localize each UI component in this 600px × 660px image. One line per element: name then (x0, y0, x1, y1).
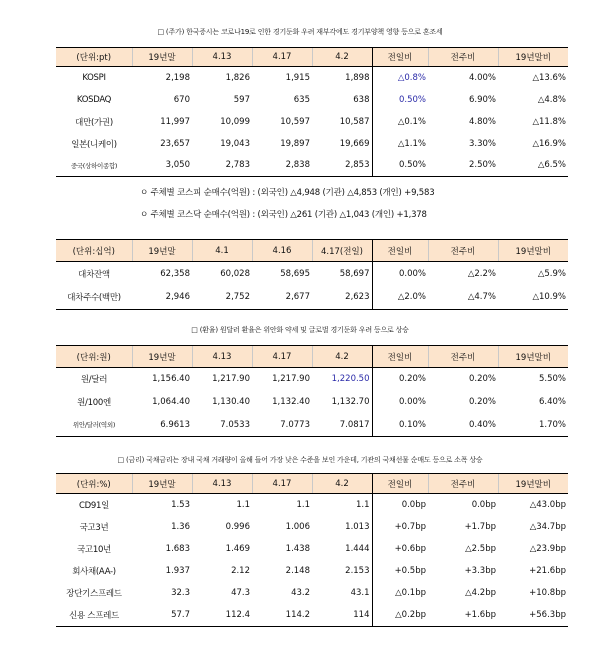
column-header: 19년말비 (498, 474, 568, 494)
table-cell: 57.7 (132, 604, 192, 626)
table-cell: 1.937 (165, 566, 190, 577)
column-header: 4.2 (312, 346, 372, 368)
table-cell: 10,099 (220, 116, 250, 127)
table-cell: △23.9bp (529, 543, 566, 554)
lending-table (56, 239, 568, 310)
table-cell: △16.9% (532, 138, 566, 149)
column-header: 19년말 (132, 240, 192, 262)
row-label: 중국(상하이종합) (56, 155, 132, 177)
fx-table (56, 345, 568, 437)
column-header: 4.17(전일) (312, 240, 372, 262)
table-cell: 1,132.40 (272, 397, 310, 407)
kosdaq-net-buy-note: ㅇ 주체별 코스닥 순매수(억원) : (외국인) △261 (기관) △1,043 (개인) +1,378 (140, 210, 427, 220)
table-cell: 1.469 (225, 543, 250, 554)
table-cell: 0.20% (372, 368, 428, 391)
row-label: KOSPI (82, 72, 106, 83)
table-cell: 1,156.40 (152, 374, 190, 385)
table-cell: 4.80% (468, 116, 496, 127)
column-header: 전일비 (372, 474, 428, 494)
table-row (56, 262, 568, 286)
table-cell: △4.7% (428, 286, 498, 310)
table-cell: 1,915 (285, 72, 310, 83)
table-cell: 2.153 (345, 566, 370, 577)
table-cell: 58,697 (339, 268, 370, 279)
table-cell: 0.0bp (471, 499, 496, 510)
table-cell: 114 (312, 604, 372, 626)
table-row (56, 67, 568, 89)
table-cell: 11,997 (160, 116, 190, 127)
row-label: 원/달러 (80, 375, 108, 386)
column-header: 전주비 (428, 240, 498, 262)
table-cell: 638 (353, 94, 370, 105)
table-row (56, 391, 568, 414)
table-cell: △1.1% (372, 133, 428, 155)
table-cell: 19,897 (280, 138, 310, 149)
table-cell: 0.00% (372, 391, 428, 414)
column-header: (단위:십억) (56, 240, 132, 262)
table-cell: △2.5bp (465, 543, 496, 554)
table-cell: +1.7bp (464, 521, 496, 532)
stocks-title: □ (주가) 한국증시는 코로나19로 인한 경기둔화 우려 재부각에도 경기부양책 영향 등으로 혼조세 (157, 28, 443, 36)
column-header: 전주비 (428, 346, 498, 368)
table-cell: 6.9613 (132, 414, 192, 437)
table-cell: +1.6bp (428, 604, 498, 626)
column-header: 4.16 (252, 240, 312, 262)
row-label: 국고3년 (79, 522, 109, 533)
row-label: 위안/달러(역외) (56, 414, 132, 437)
table-cell: △10.9% (498, 286, 568, 310)
table-row (56, 111, 568, 133)
table-cell: 1.70% (498, 414, 568, 437)
table-cell: 114.2 (252, 604, 312, 626)
table-cell: +3.3bp (464, 566, 496, 577)
header-row (56, 474, 568, 494)
table-cell: 4.00% (468, 72, 496, 83)
table-cell: 1,220.50 (331, 374, 370, 385)
row-label: 장단기스프레드 (66, 589, 122, 600)
table-cell: 10,587 (339, 116, 370, 127)
table-cell: 1.683 (165, 543, 190, 554)
header-row (56, 48, 568, 67)
table-cell: 19,043 (220, 138, 250, 149)
column-header: 전일비 (372, 48, 428, 67)
table-cell: 2.50% (428, 155, 498, 177)
column-header: 전주비 (428, 48, 498, 67)
table-cell: 1.1 (296, 499, 310, 510)
table-cell: 1.1 (355, 499, 370, 510)
row-label: 일본(니케이) (71, 139, 117, 150)
column-header: 4.17 (252, 346, 312, 368)
column-header: (단위:원) (56, 346, 132, 368)
table-cell: △0.1bp (372, 582, 428, 604)
table-cell: 43.1 (350, 588, 370, 599)
table-cell: 2,946 (132, 286, 192, 310)
table-cell: 1,130.40 (212, 397, 250, 407)
table-cell: 0.20% (468, 397, 496, 407)
table-cell: 43.2 (291, 588, 310, 599)
table-row (56, 286, 568, 310)
table-row (56, 368, 568, 391)
kospi-net-buy-note: ㅇ 주체별 코스피 순매수(억원) : (외국인) △4,948 (기관) △4,853 (개인) +9,583 (140, 188, 435, 198)
table-cell: 3,050 (132, 155, 192, 177)
table-row (56, 155, 568, 177)
table-cell: 1,826 (225, 72, 250, 83)
table-cell: 1,132.70 (331, 397, 370, 407)
row-label: 대차주수(백만) (56, 286, 132, 310)
table-cell: 1,064.40 (152, 397, 190, 407)
table-cell: △11.8% (532, 116, 566, 127)
table-cell: 2,198 (165, 72, 190, 83)
table-cell: 32.3 (171, 588, 190, 599)
row-label: 원/100엔 (77, 398, 111, 408)
column-header: (단위:%) (56, 474, 132, 494)
table-cell: 1,217.90 (272, 374, 310, 385)
table-cell: 3.30% (468, 138, 496, 149)
row-label: 대차잔액 (78, 269, 110, 280)
table-cell: 7.0817 (312, 414, 372, 437)
table-row (56, 582, 568, 604)
table-cell: 1.53 (171, 499, 190, 510)
table-cell: 6.90% (468, 94, 496, 105)
table-cell: 0.00% (372, 262, 428, 286)
table-cell: 1.013 (345, 521, 370, 532)
column-header: 19년말비 (498, 346, 568, 368)
table-cell: +0.5bp (372, 560, 428, 582)
column-header: 4.17 (252, 474, 312, 494)
table-row (56, 604, 568, 626)
row-label: KOSDAQ (76, 94, 112, 105)
column-header: 19년말 (132, 474, 192, 494)
stocks-table (56, 47, 568, 177)
table-cell: 2,677 (252, 286, 312, 310)
table-cell: 58,695 (280, 268, 310, 279)
table-cell: △34.7bp (529, 521, 566, 532)
table-cell: 0.0bp (372, 494, 428, 516)
row-label: 국고10년 (77, 544, 111, 555)
table-cell: +0.7bp (372, 516, 428, 538)
column-header: 4.2 (312, 474, 372, 494)
table-cell: 1.438 (285, 543, 310, 554)
table-row (56, 560, 568, 582)
header-row (56, 346, 568, 368)
table-cell: △2.2% (467, 268, 496, 279)
table-cell: 1.006 (285, 521, 310, 532)
table-cell: 2.148 (285, 566, 310, 577)
table-cell: 47.3 (231, 588, 250, 599)
table-cell: 635 (293, 94, 310, 105)
table-cell: +21.6bp (529, 566, 566, 577)
table-cell: 0.20% (468, 374, 496, 385)
table-cell: △0.2bp (372, 604, 428, 626)
table-cell: 6.40% (538, 397, 566, 407)
table-cell: 2,853 (312, 155, 372, 177)
column-header: (단위:pt) (56, 48, 132, 67)
column-header: 4.13 (192, 346, 252, 368)
table-cell: 2.12 (231, 566, 250, 577)
column-header: 4.1 (192, 240, 252, 262)
table-cell: △13.6% (532, 72, 566, 83)
table-cell: 60,028 (220, 268, 250, 279)
column-header: 전일비 (372, 240, 428, 262)
rates-title: □ (금리) 국채금리는 장내 국채 거래량이 올해 들어 가장 낮은 수준을 보인 가운데, 기관의 국채선물 순매도 등으로 소폭 상승 (117, 456, 483, 464)
column-header: 4.17 (252, 48, 312, 67)
column-header: 19년말 (132, 48, 192, 67)
column-header: 4.13 (192, 48, 252, 67)
table-cell: 1,217.90 (212, 374, 250, 385)
table-cell: 0.50% (372, 89, 428, 111)
column-header: 4.13 (192, 474, 252, 494)
table-cell: 23,657 (160, 138, 190, 149)
table-cell: +0.6bp (372, 538, 428, 560)
table-cell: △43.0bp (529, 499, 566, 510)
table-row (56, 516, 568, 538)
table-cell: △0.1% (372, 111, 428, 133)
table-cell: 5.50% (538, 374, 566, 385)
column-header: 4.2 (312, 48, 372, 67)
column-header: 19년말비 (498, 240, 568, 262)
table-row (56, 414, 568, 437)
table-cell: 7.0773 (252, 414, 312, 437)
table-row (56, 133, 568, 155)
fx-title: □ (환율) 원달러 환율은 위안화 약세 및 글로벌 경기둔화 우려 등으로 상승 (191, 326, 409, 334)
table-cell: 1.1 (236, 499, 250, 510)
table-cell: 1.444 (345, 543, 370, 554)
table-cell: 0.10% (372, 414, 428, 437)
table-cell: 597 (233, 94, 250, 105)
table-row (56, 494, 568, 516)
table-cell: △4.8% (537, 94, 566, 105)
table-cell: 10,597 (280, 116, 310, 127)
table-cell: 0.40% (428, 414, 498, 437)
rates-table (56, 473, 568, 627)
table-cell: △5.9% (537, 268, 566, 279)
table-cell: +10.8bp (529, 588, 566, 599)
column-header: 전주비 (428, 474, 498, 494)
table-cell: +56.3bp (498, 604, 568, 626)
table-cell: 2,752 (192, 286, 252, 310)
column-header: 전일비 (372, 346, 428, 368)
table-cell: 2,783 (192, 155, 252, 177)
table-cell: △2.0% (372, 286, 428, 310)
row-label: CD91일 (78, 500, 109, 511)
table-row (56, 538, 568, 560)
column-header: 19년말비 (498, 48, 568, 67)
row-label: 대만(가권) (75, 117, 113, 128)
table-cell: 19,669 (339, 138, 370, 149)
table-cell: 7.0533 (192, 414, 252, 437)
header-row (56, 240, 568, 262)
table-cell: 112.4 (192, 604, 252, 626)
row-label: 회사채(AA-) (72, 567, 116, 578)
table-cell: 62,358 (160, 268, 190, 279)
table-cell: △4.2bp (465, 588, 496, 599)
column-header: 19년말 (132, 346, 192, 368)
table-cell: 0.996 (225, 521, 250, 532)
table-row (56, 89, 568, 111)
table-cell: 670 (173, 94, 190, 105)
row-label: 신용 스프레드 (56, 604, 132, 626)
table-cell: 1.36 (171, 521, 190, 532)
table-cell: △6.5% (498, 155, 568, 177)
table-cell: 1,898 (345, 72, 370, 83)
table-cell: 0.50% (372, 155, 428, 177)
table-cell: 2,623 (312, 286, 372, 310)
table-cell: 2,838 (252, 155, 312, 177)
table-cell: △0.8% (372, 67, 428, 89)
